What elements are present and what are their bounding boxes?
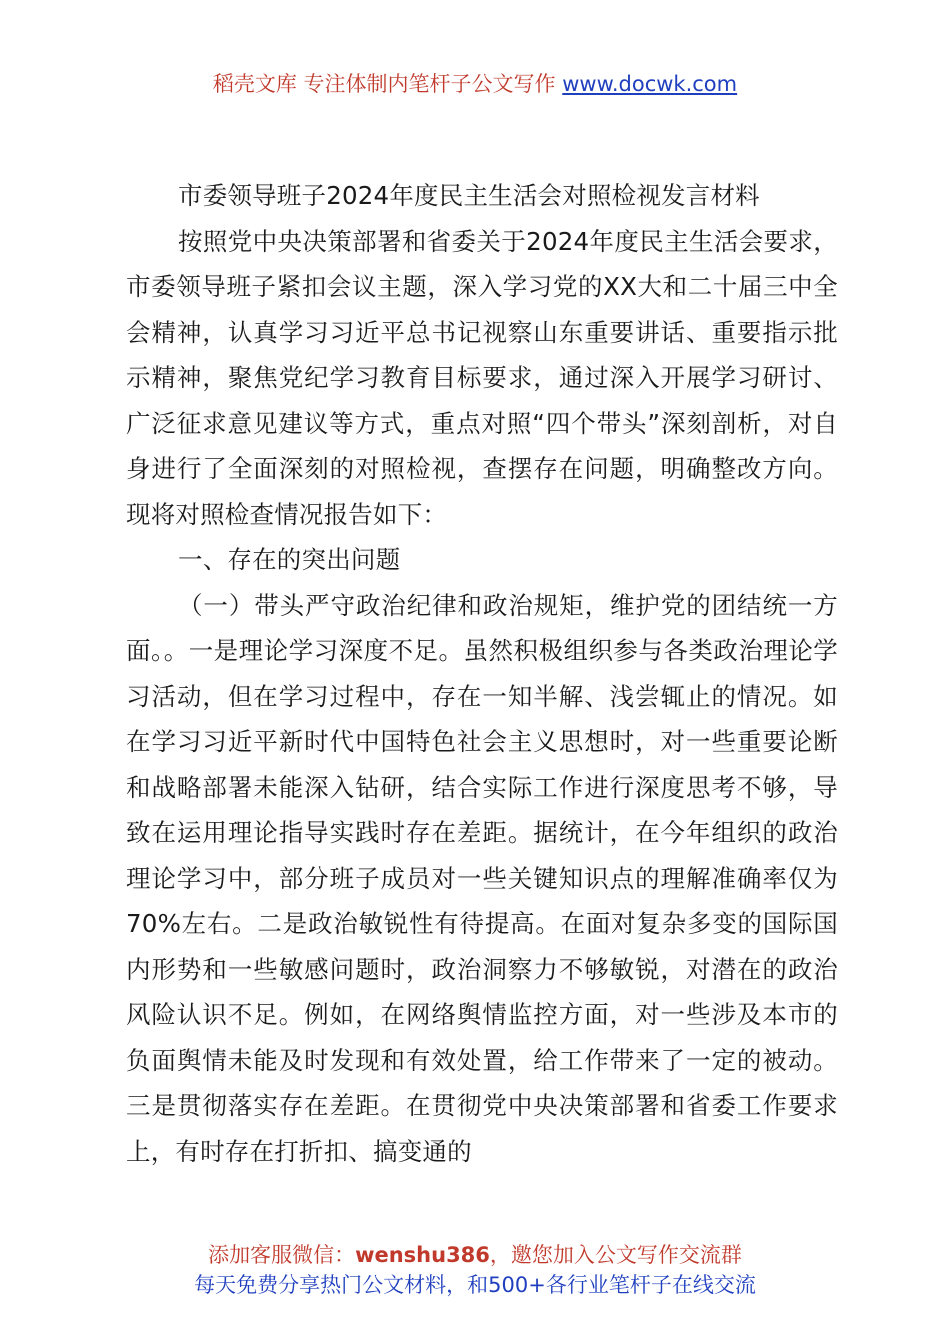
footer-contact-suffix: ，邀您加入公文写作交流群 <box>489 1243 742 1267</box>
footer-promo-line: 每天免费分享热门公文材料，和500+各行业笔杆子在线交流 <box>194 1273 756 1297</box>
footer-contact-line <box>0 1240 950 1270</box>
site-brand: 稻壳文库 专注体制内笔杆子公文写作 <box>212 72 556 96</box>
document-body <box>126 173 838 1174</box>
site-header <box>0 68 950 100</box>
document-title: 市委领导班子2024年度民主生活会对照检视发言材料 <box>178 181 760 210</box>
promo-footer <box>0 1240 950 1300</box>
footer-contact-prefix: 添加客服微信： <box>208 1243 356 1267</box>
site-link[interactable]: www.docwk.com <box>562 72 738 96</box>
wechat-id: wenshu386 <box>355 1243 490 1267</box>
intro-paragraph: 按照党中央决策部署和省委关于2024年度民主生活会要求，市委领导班子紧扣会议主题，深入学习党的XX大和二十届三中全会精神，认真学习习近平总书记视察山东重要讲话、重要指示批示精神，聚焦党纪学习教育目标要求，通过深入开展学习研讨、广泛征求意见建议等方式，重点对照“四个带头”深刻剖析，对自身进行了全面深刻的对照检视，查摆存在问题，明确整改方向。现将对照检查情况报告如下： <box>126 226 838 529</box>
section-paragraph: （一）带头严守政治纪律和政治规矩，维护党的团结统一方面。。一是理论学习深度不足。虽然积极组织参与各类政治理论学习活动，但在学习过程中，存在一知半解、浅尝辄止的情况。如在学习习近平新时代中国特色社会主义思想时，对一些重要论断和战略部署未能深入钻研，结合实际工作进行深度思考不够，导致在运用理论指导实践时存在差距。据统计，在今年组织的政治理论学习中，部分班子成员对一些关键知识点的理解准确率仅为70%左右。二是政治敏锐性有待提高。在面对复杂多变的国际国内形势和一些敏感问题时，政治洞察力不够敏锐，对潜在的政治风险认识不足。例如，在网络舆情监控方面，对一些涉及本市的负面舆情未能及时发现和有效处置，给工作带来了一定的被动。三是贯彻落实存在差距。在贯彻党中央决策部署和省委工作要求上，有时存在打折扣、搞变通的 <box>126 590 838 1166</box>
section-heading: 一、存在的突出问题 <box>178 545 401 574</box>
